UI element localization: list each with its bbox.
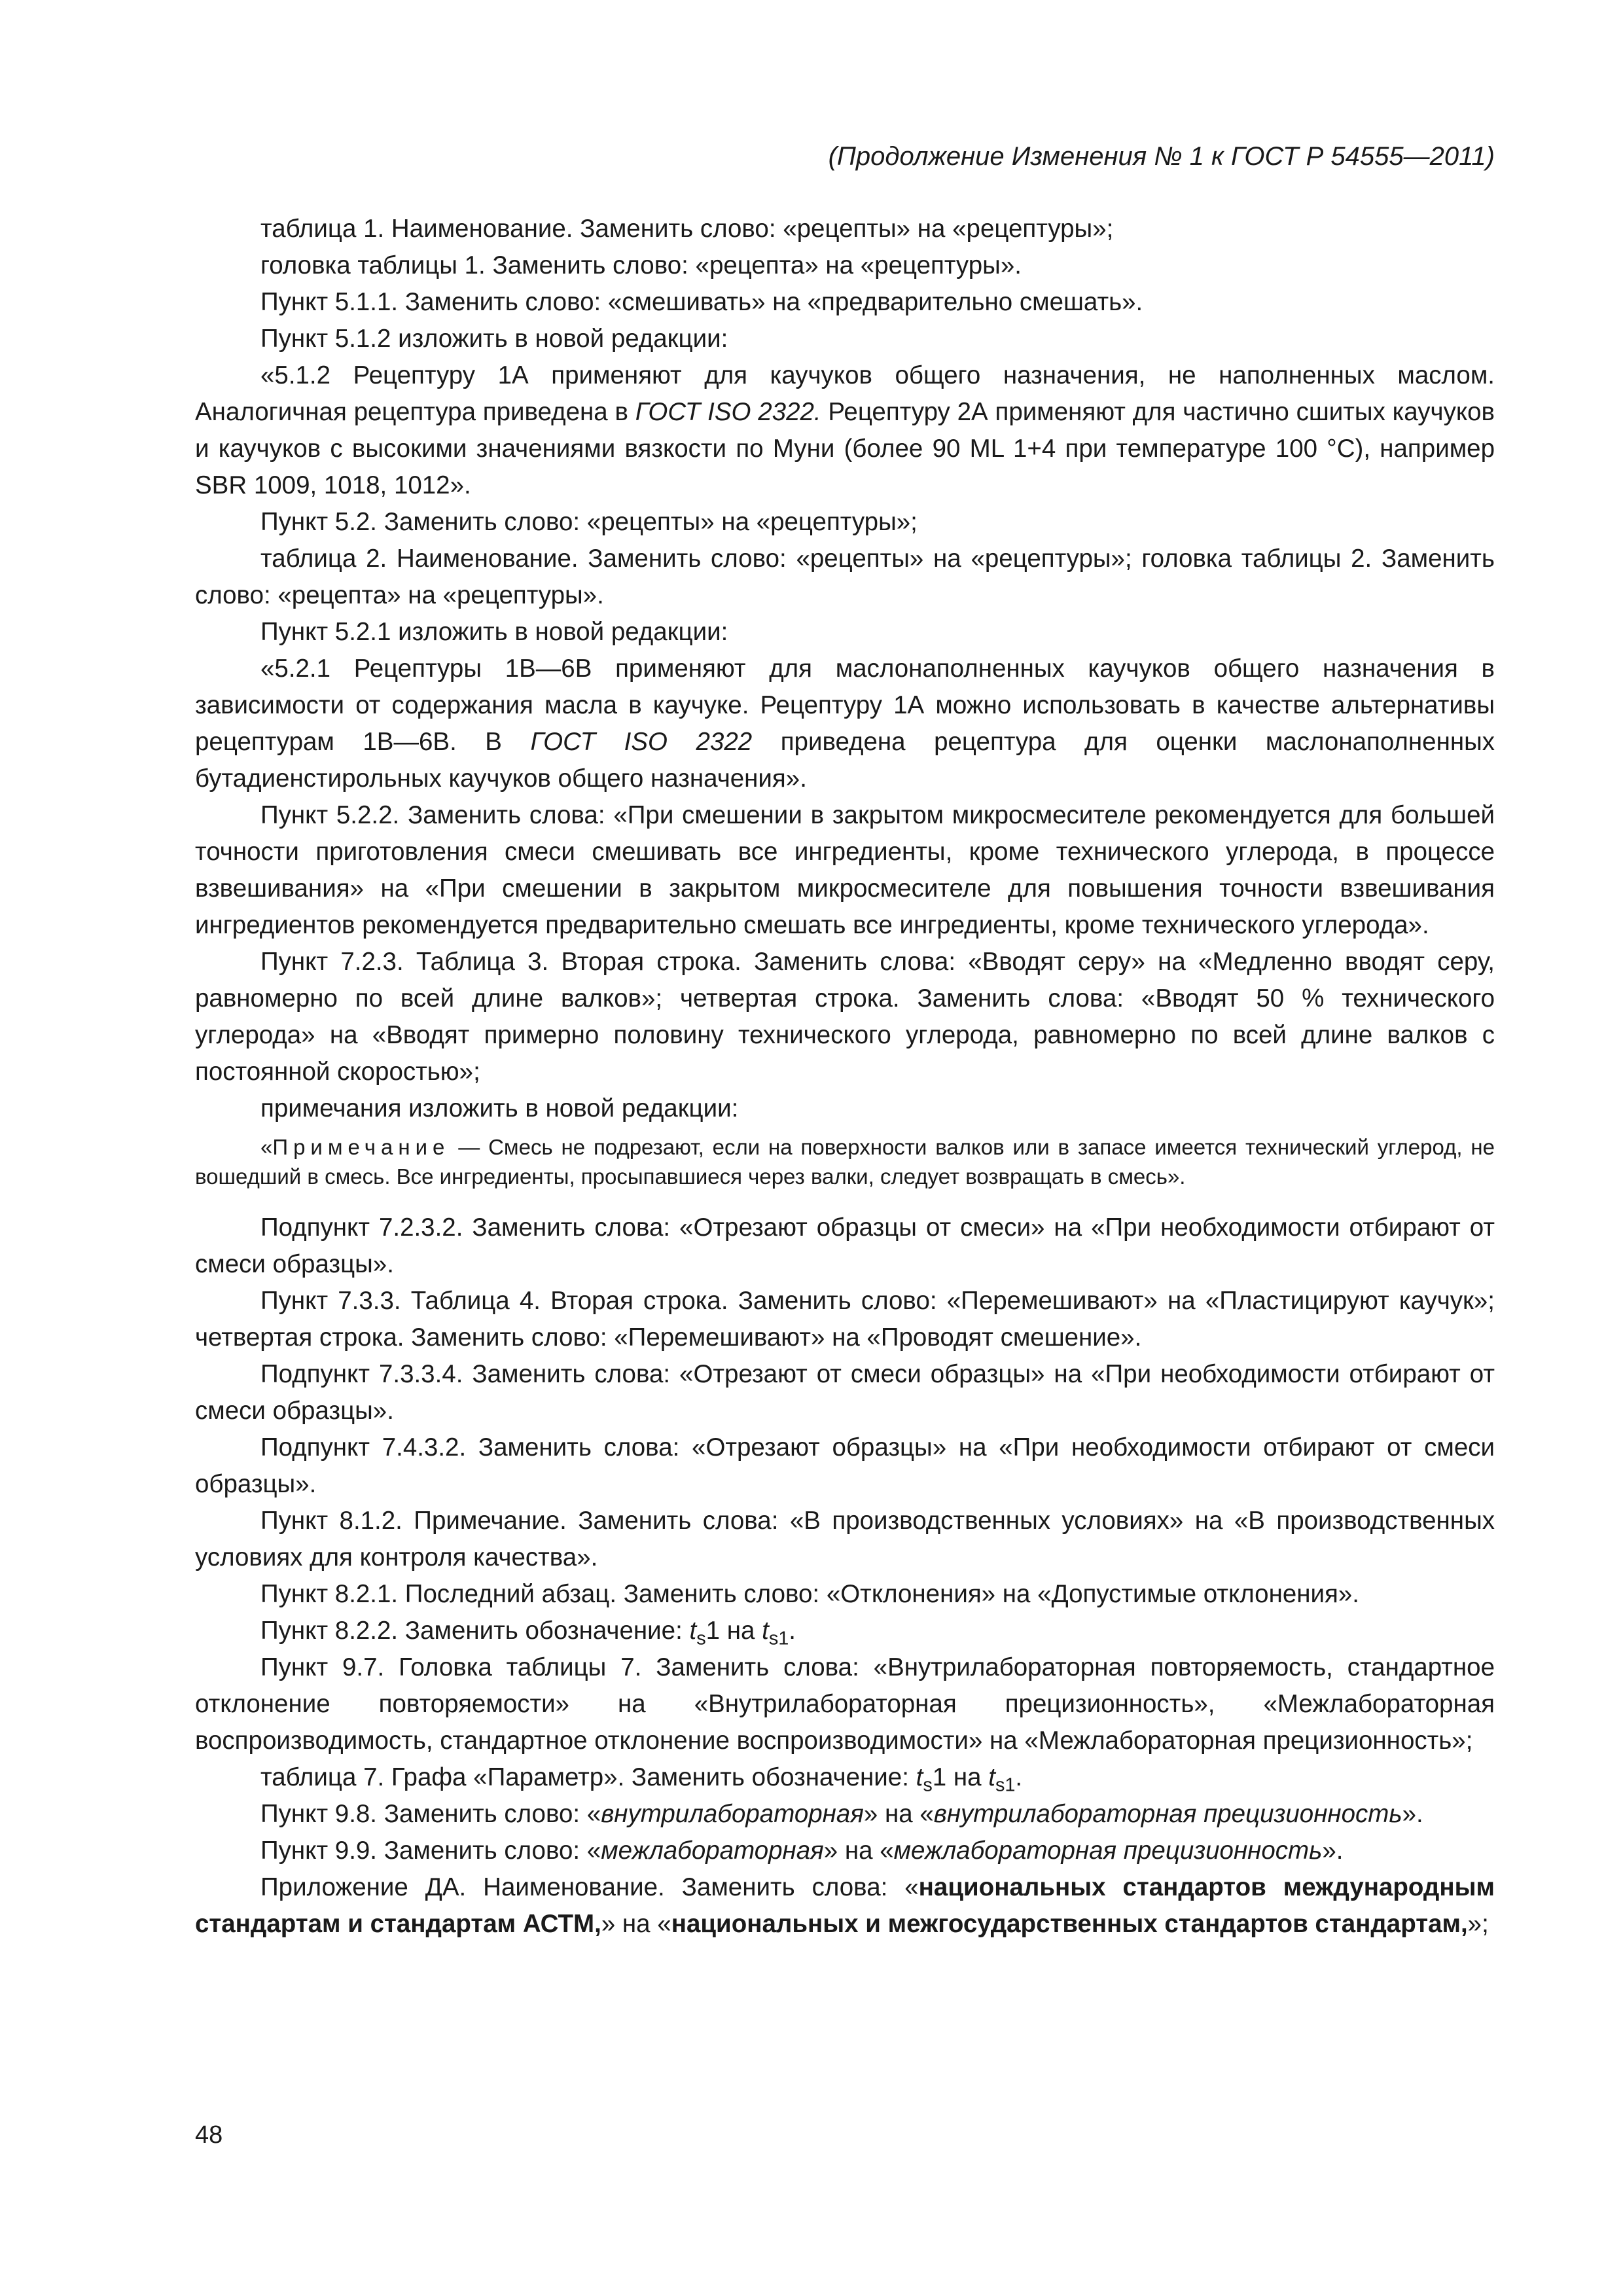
- text-run: ».: [1322, 1837, 1344, 1865]
- note-label: Примечание: [272, 1135, 450, 1159]
- text-run: 1 на: [932, 1763, 989, 1791]
- text-run: » на «: [823, 1837, 894, 1865]
- document-body: [195, 211, 1495, 1943]
- italic-term: межлабораторная: [601, 1837, 824, 1865]
- text-run: «5.2.1 Рецептуры 1В—6В применяют для маслонаполненных каучуков общего назначения в зависимости от содержания масла в каучуке. Рецептуру 1А можно использовать в качестве альтернативы рецептурам 1В—6В. В: [195, 655, 1495, 756]
- text-run: таблица 7. Графа «Параметр». Заменить обозначение:: [260, 1763, 916, 1791]
- subscript: s1: [995, 1774, 1016, 1796]
- text-run: 1 на: [705, 1617, 762, 1645]
- text-run: «5.1.2 Рецептуру 1А применяют для каучуков общего назначения, не наполненных маслом. Аналогичная рецептура приведена в: [195, 361, 1495, 426]
- paragraph: Пункт 9.7. Головка таблицы 7. Заменить слова: «Внутрилабораторная повторяемость, стандартное отклонение повторяемости» на «Внутрилабораторная прецизионность», «Межлабораторная воспроизводимость, стандартное отклонение воспроизводимости» на «Межлабораторная прецизионность»;: [195, 1653, 1495, 1755]
- symbol-t: t: [689, 1617, 697, 1645]
- symbol-t: t: [762, 1617, 769, 1645]
- symbol-t: t: [988, 1763, 995, 1791]
- italic-term: внутрилабораторная: [601, 1800, 864, 1828]
- symbol-t: t: [916, 1763, 923, 1791]
- paragraph: Пункт 8.2.1. Последний абзац. Заменить слово: «Отклонения» на «Допустимые отклонения».: [260, 1580, 1359, 1608]
- paragraph: [195, 1833, 1495, 1869]
- text-run: .: [1015, 1763, 1023, 1791]
- subscript: s1: [768, 1628, 789, 1649]
- text-run: — Смесь не подрезают, если на поверхности валков или в запасе имеется технический углерод, не вошедший в смесь. Все ингредиенты, просыпавшиеся через валки, следует возвращать в смесь».: [195, 1135, 1495, 1189]
- text-run: Пункт 8.2.2. Заменить обозначение:: [260, 1617, 690, 1645]
- text-run: ».: [1402, 1800, 1423, 1828]
- page-number: 48: [195, 2121, 223, 2149]
- gost-reference: ГОСТ ISO 2322.: [635, 398, 821, 426]
- paragraph: Пункт 5.2. Заменить слово: «рецепты» на «рецептуры»;: [260, 508, 918, 536]
- text-run: .: [789, 1617, 796, 1645]
- bold-term: национальных стандартов международным стандартам и стандартам АСТМ,: [195, 1873, 1495, 1938]
- text-run: » на «: [863, 1800, 934, 1828]
- paragraph: Пункт 5.1.1. Заменить слово: «смешивать» на «предварительно смешать».: [260, 288, 1143, 316]
- italic-term: внутрилабораторная прецизионность: [933, 1800, 1402, 1828]
- running-header: (Продолжение Изменения № 1 к ГОСТ Р 54555—2011): [828, 142, 1495, 171]
- note-paragraph: [195, 1132, 1495, 1191]
- paragraph: [195, 1759, 1495, 1796]
- paragraph: [195, 357, 1495, 504]
- paragraph: таблица 2. Наименование. Заменить слово: «рецепты» на «рецептуры»; головка таблицы 2. Заменить слово: «рецепта» на «рецептуры».: [195, 545, 1495, 609]
- paragraph: Подпункт 7.4.3.2. Заменить слова: «Отрезают образцы» на «При необходимости отбирают от смеси образцы».: [195, 1433, 1495, 1498]
- paragraph: [195, 1796, 1495, 1833]
- paragraph: Пункт 8.1.2. Примечание. Заменить слова: «В производственных условиях» на «В производственных условиях для контроля качества».: [195, 1507, 1495, 1571]
- subscript: s: [696, 1628, 706, 1649]
- paragraph: Пункт 7.3.3. Таблица 4. Вторая строка. Заменить слово: «Перемешивают» на «Пластицируют каучук»; четвертая строка. Заменить слово: «Перемешивают» на «Проводят смешение».: [195, 1287, 1495, 1352]
- italic-term: межлабораторная прецизионность: [893, 1837, 1323, 1865]
- text-run: Пункт 9.8. Заменить слово: «: [260, 1800, 601, 1828]
- text-run: Пункт 9.9. Заменить слово: «: [260, 1837, 601, 1865]
- paragraph: примечания изложить в новой редакции:: [260, 1094, 739, 1122]
- text-run: «: [260, 1135, 273, 1159]
- paragraph: Пункт 5.2.2. Заменить слова: «При смешении в закрытом микросмесителе рекомендуется для большей точности приготовления смеси смешивать все ингредиенты, кроме технического углерода, в процессе взвешивания» на «При смешении в закрытом микросмесителе для повышения точности взвешивания ингредиентов рекомендуется предварительно смешать все ингредиенты, кроме технического углерода».: [195, 801, 1495, 939]
- paragraph: [195, 651, 1495, 797]
- text-run: » на «: [601, 1910, 671, 1938]
- paragraph: Подпункт 7.3.3.4. Заменить слова: «Отрезают от смеси образцы» на «При необходимости отбирают от смеси образцы».: [195, 1360, 1495, 1425]
- subscript: s: [923, 1774, 933, 1796]
- paragraph: [195, 1869, 1495, 1943]
- gost-reference: ГОСТ ISO 2322: [530, 728, 753, 756]
- paragraph: Пункт 5.1.2 изложить в новой редакции:: [260, 325, 728, 353]
- paragraph: Пункт 5.2.1 изложить в новой редакции:: [260, 618, 728, 646]
- paragraph: Подпункт 7.2.3.2. Заменить слова: «Отрезают образцы от смеси» на «При необходимости отбирают от смеси образцы».: [195, 1213, 1495, 1278]
- text-run: приведена рецептура для оценки маслонаполненных бутадиенстирольных каучуков общего назначения».: [195, 728, 1495, 793]
- text-run: Приложение ДА. Наименование. Заменить слова: «: [260, 1873, 919, 1901]
- paragraph: Пункт 7.2.3. Таблица 3. Вторая строка. Заменить слова: «Вводят серу» на «Медленно вводят серу, равномерно по всей длине валков»; четвертая строка. Заменить слова: «Вводят 50 % технического углерода» на «Вводят примерно половину технического углерода, равномерно по всей длине валков с постоянной скоростью»;: [195, 948, 1495, 1086]
- paragraph: головка таблицы 1. Заменить слово: «рецепта» на «рецептуры».: [260, 251, 1022, 279]
- bold-term: национальных и межгосударственных стандартов стандартам,: [671, 1910, 1468, 1938]
- paragraph: [195, 1613, 1495, 1649]
- text-run: Рецептуру 2А применяют для частично сшитых каучуков и каучуков с высокими значениями вязкости по Муни (более 90 ML 1+4 при температуре 100 °С), например SBR 1009, 1018, 1012».: [195, 398, 1495, 499]
- text-run: »;: [1467, 1910, 1489, 1938]
- paragraph: таблица 1. Наименование. Заменить слово: «рецепты» на «рецептуры»;: [260, 215, 1114, 243]
